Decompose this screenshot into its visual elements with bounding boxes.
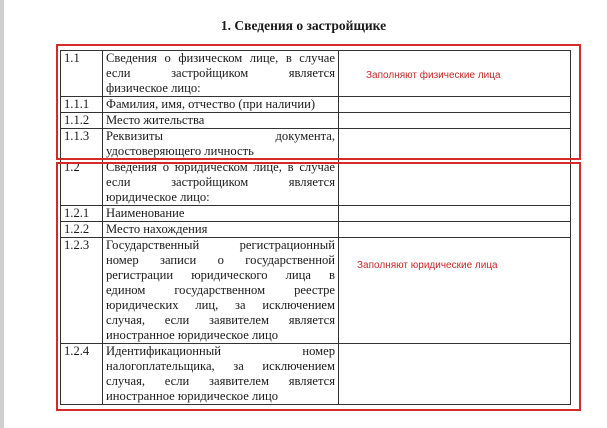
desc-line: Сведения о юридическом лице, в случае [106,160,335,174]
table-row-1-2 [61,160,571,206]
row-number: 1.2.2 [61,222,103,238]
table-row-1-2-1 [61,206,571,222]
desc-line: номер записи о государственной [106,253,335,267]
desc-line: удостоверяющего личность [106,144,254,158]
table-row-1-1-1 [61,97,571,113]
value-cell[interactable] [339,238,571,344]
desc-line: случая, если заявителем является [106,374,335,388]
page-left-edge [0,0,4,428]
row-description [103,206,339,222]
desc-line: налогоплательщика, за исключением [106,359,335,373]
desc-line: Государственный регистрационный [106,238,335,252]
table-row-1-1-2 [61,113,571,129]
row-description [103,113,339,129]
value-cell[interactable] [339,97,571,113]
table-row-1-2-2 [61,222,571,238]
row-description [103,222,339,238]
row-number: 1.1.1 [61,97,103,113]
legal-entities-annotation: Заполняют юридические лица [357,260,498,271]
row-description [103,97,339,113]
desc-line: физическое лицо: [106,81,201,95]
row-number: 1.1.3 [61,129,103,160]
value-cell[interactable] [339,113,571,129]
row-number: 1.1 [61,51,103,97]
desc-line: Место жительства [106,113,205,127]
row-number: 1.2.3 [61,238,103,344]
row-description [103,51,339,97]
desc-line: едином государственном реестре [106,283,335,297]
section-title: 1. Сведения о застройщике [220,18,387,33]
table-row-1-1-3 [61,129,571,160]
desc-line: Наименование [106,206,185,220]
row-description [103,344,339,405]
row-description [103,160,339,206]
row-description [103,238,339,344]
developer-info-table [60,50,571,405]
desc-line: регистрации юридического лица в [106,268,335,282]
desc-line: юридическое лицо: [106,190,210,204]
desc-line: иностранное юридическое лицо [106,328,279,342]
desc-line: юридических лиц, за исключением [106,298,335,312]
desc-line: случая, если заявителем является [106,313,335,327]
value-cell[interactable] [339,344,571,405]
value-cell[interactable] [339,160,571,206]
table-row-1-2-3 [61,238,571,344]
value-cell[interactable] [339,206,571,222]
row-description [103,129,339,160]
row-number: 1.2.1 [61,206,103,222]
desc-line: Реквизиты документа, [106,129,335,143]
desc-line: Сведения о физическом лице, в случае [106,51,335,65]
row-number: 1.1.2 [61,113,103,129]
individuals-annotation: Заполняют физические лица [366,70,501,81]
value-cell[interactable] [339,129,571,160]
desc-line: если застройщиком является [106,66,335,80]
desc-line: Фамилия, имя, отчество (при наличии) [106,97,316,111]
desc-line: если застройщиком является [106,175,335,189]
row-number: 1.2.4 [61,344,103,405]
desc-line: Идентификационный номер [106,344,335,358]
desc-line: Место нахождения [106,222,208,236]
table-row-1-2-4 [61,344,571,405]
desc-line: иностранное юридическое лицо [106,389,279,403]
row-number: 1.2 [61,160,103,206]
value-cell[interactable] [339,222,571,238]
